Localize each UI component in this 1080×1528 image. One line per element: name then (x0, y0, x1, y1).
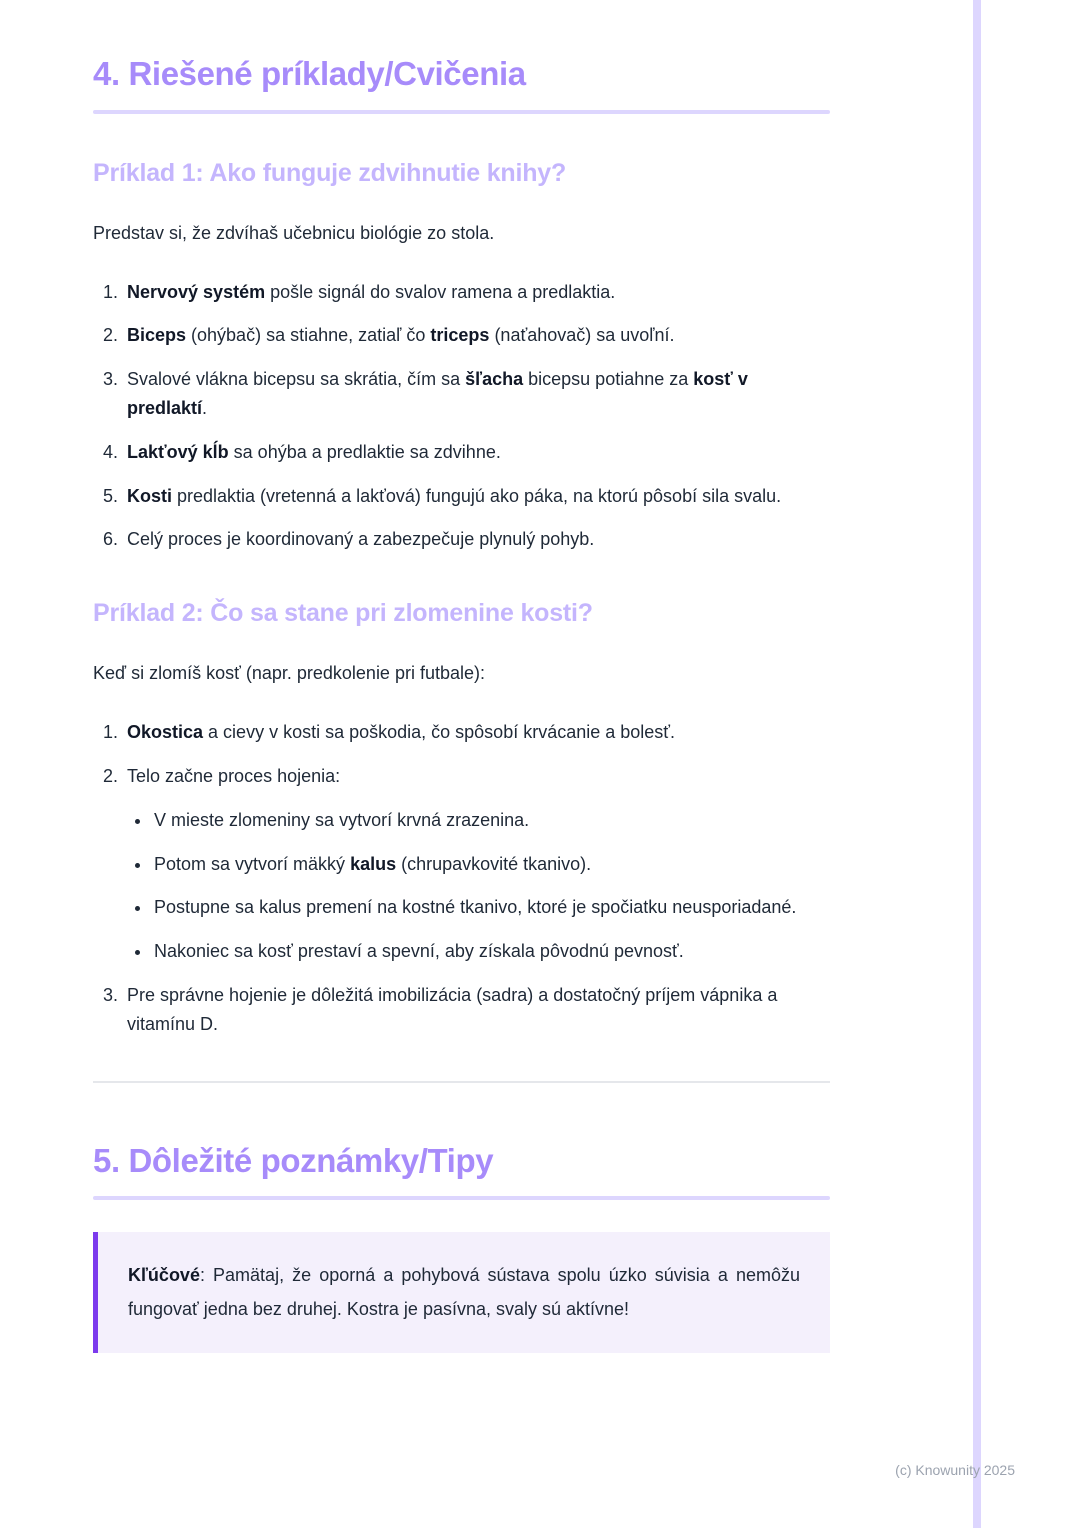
text-segment: (chrupavkovité tkanivo). (396, 853, 592, 874)
callout-text (128, 1258, 800, 1326)
list-item (123, 278, 830, 307)
healing-sub-list (127, 806, 830, 966)
text-segment: a cievy v kosti sa poškodia, čo spôsobí krvácanie a bolesť. (203, 722, 676, 743)
example-2-title: Príklad 2: Čo sa stane pri zlomenine kosti? (93, 599, 593, 628)
section-5-title: 5. Dôležité poznámky/Tipy (93, 1141, 494, 1179)
example-2-steps-list (93, 718, 830, 1038)
text-segment: bicepsu potiahne za (523, 369, 694, 390)
text-segment: Svalové vlákna bicepsu sa skrátia, čím sa (127, 369, 466, 390)
list-item (123, 438, 830, 467)
example-1-intro: Predstav si, že zdvíhaš učebnicu biológie zo stola. (93, 222, 495, 243)
example-1-title: Príklad 1: Ako funguje zdvihnutie knihy? (93, 158, 567, 187)
text-segment: Nakoniec sa kosť prestaví a spevní, aby získala pôvodnú pevnosť. (154, 941, 684, 962)
bold-term: Lakťový kĺb (127, 441, 229, 462)
text-segment: predlaktia (vretenná a lakťová) fungujú ako páka, na ktorú pôsobí sila svalu. (172, 485, 782, 506)
copyright-text: (c) Knowunity 2025 (895, 1462, 1015, 1478)
bold-term: triceps (430, 325, 490, 346)
section-4-title: 4. Riešené príklady/Cvičenia (93, 55, 526, 92)
bold-term: Kosti (127, 485, 172, 506)
bold-term: Okostica (127, 722, 204, 743)
text-segment: Postupne sa kalus premení na kostné tkanivo, ktoré je spočiatku neusporiadané. (154, 897, 797, 918)
list-item (152, 937, 830, 966)
callout-body: : Pamätaj, že oporná a pohybová sústava spolu úzko súvisia a nemôžu fungovať jedna bez druhej. Kostra je pasívna, svaly sú aktívne! (128, 1265, 800, 1320)
list-item (123, 365, 830, 423)
list-item (123, 981, 830, 1039)
text-segment: Telo začne proces hojenia: (127, 766, 341, 787)
page-edge-bar (973, 0, 981, 1528)
list-item (123, 718, 830, 747)
example-2-intro: Keď si zlomíš kosť (napr. predkolenie pri futbale): (93, 663, 485, 684)
list-item (152, 893, 830, 922)
key-note-callout (93, 1232, 830, 1352)
list-item (123, 762, 830, 966)
bold-term: šľacha (465, 369, 524, 390)
bold-term: Nervový systém (127, 281, 266, 302)
section-4-underline (93, 110, 830, 114)
text-segment: . (202, 398, 208, 419)
text-segment: Celý proces je koordinovaný a zabezpečuje plynulý pohyb. (127, 529, 595, 550)
callout-label: Kľúčové (128, 1265, 200, 1286)
list-item (152, 850, 830, 879)
text-segment: Potom sa vytvorí mäkký (154, 853, 351, 874)
text-segment: sa ohýba a predlaktie sa zdvihne. (228, 441, 501, 462)
section-divider (93, 1081, 830, 1083)
text-segment: (naťahovač) sa uvoľní. (489, 325, 675, 346)
text-segment: V mieste zlomeniny sa vytvorí krvná zrazenina. (154, 809, 530, 830)
example-1-steps-list (93, 278, 830, 555)
text-segment: Pre správne hojenie je dôležitá imobilizácia (sadra) a dostatočný príjem vápnika a vitamínu D. (127, 985, 778, 1034)
text-segment: pošle signál do svalov ramena a predlaktia. (265, 281, 616, 302)
list-item (123, 525, 830, 554)
bold-term: kalus (350, 853, 397, 874)
bold-term: kosť v predlaktí (127, 369, 748, 419)
text-segment: (ohýbač) sa stiahne, zatiaľ čo (186, 325, 431, 346)
section-5-underline (93, 1196, 830, 1200)
list-item (123, 482, 830, 511)
list-item (123, 321, 830, 350)
list-item (152, 806, 830, 835)
bold-term: Biceps (127, 325, 187, 346)
